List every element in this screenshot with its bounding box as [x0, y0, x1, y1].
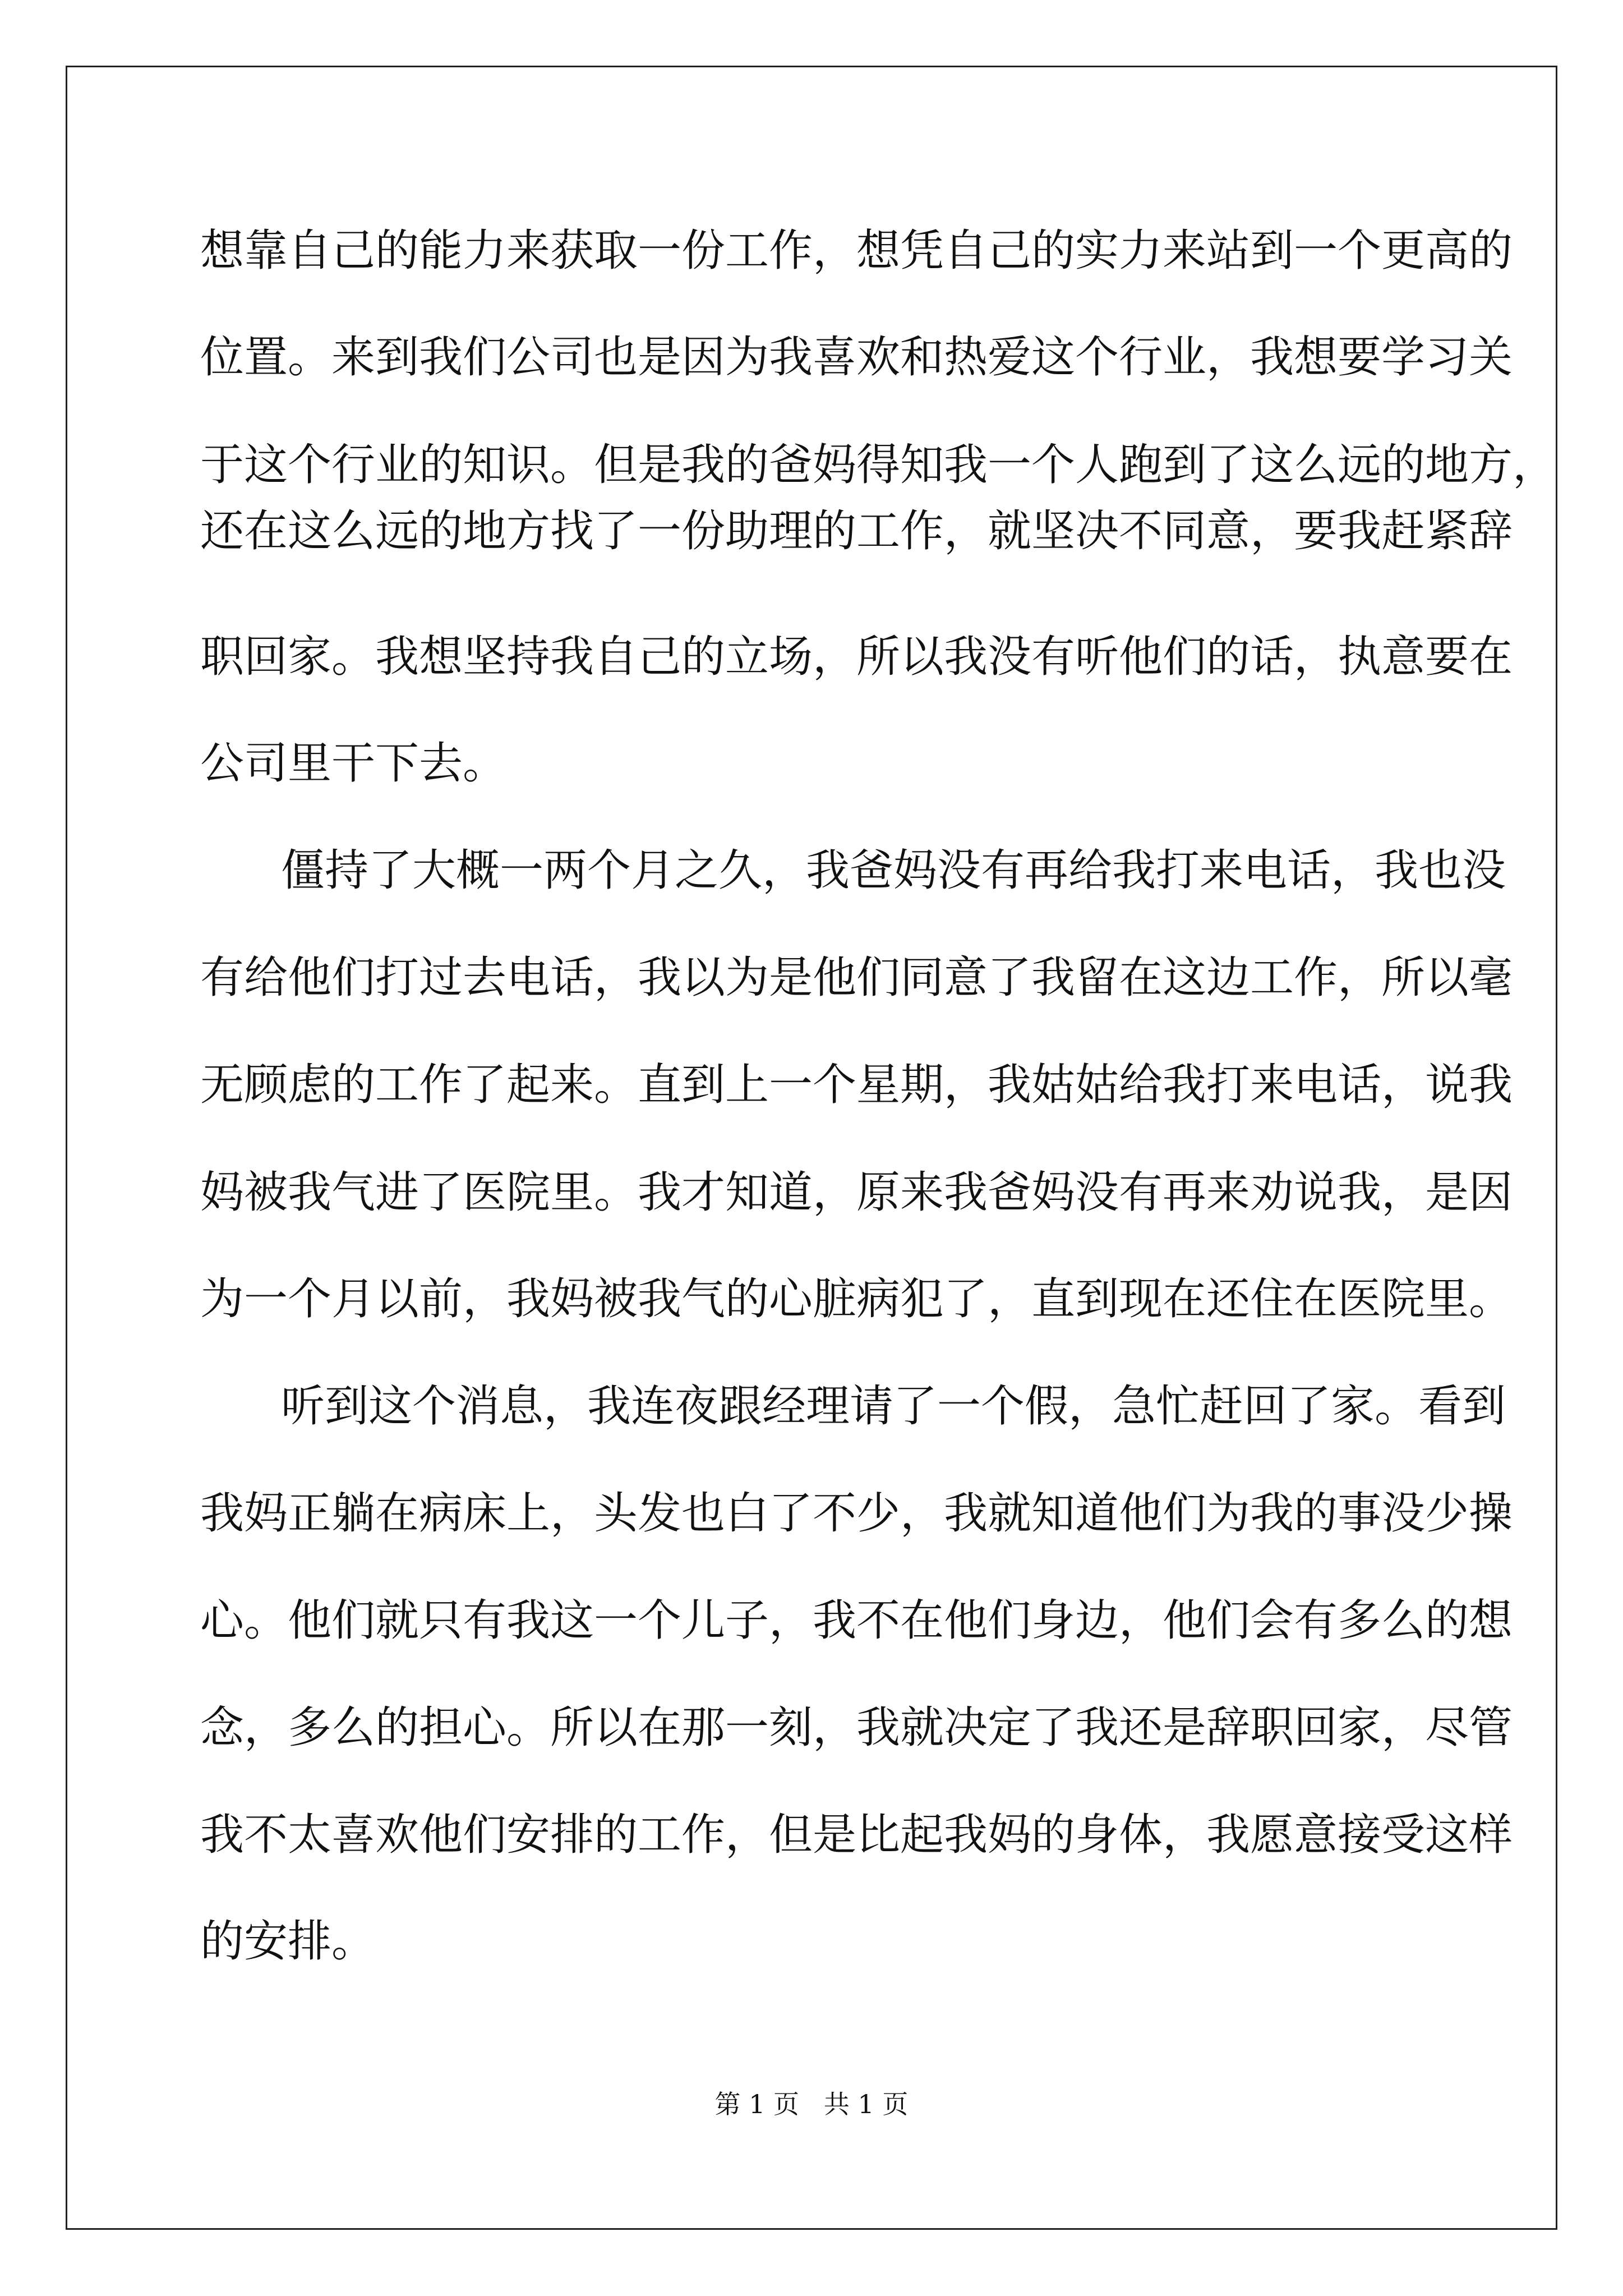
- body-text-line: 职回家。我想坚持我自己的立场，所以我没有听他们的话，执意要在: [200, 632, 1513, 682]
- body-text-line: 于这个行业的知识。但是我的爸妈得知我一个人跑到了这么远的地方，: [200, 440, 1557, 490]
- page-number-footer: 第 1 页 共 1 页: [714, 2089, 909, 2119]
- body-text-line: 公司里干下去。: [200, 738, 507, 789]
- body-text-line: 想靠自己的能力来获取一份工作，想凭自己的实力来站到一个更高的: [200, 226, 1513, 276]
- body-text-line: 我不太喜欢他们安排的工作，但是比起我妈的身体，我愿意接受这样: [200, 1810, 1513, 1860]
- body-text-line: 还在这么远的地方找了一份助理的工作，就坚决不同意，要我赶紧辞: [200, 506, 1513, 556]
- body-text-line: 位置。来到我们公司也是因为我喜欢和热爱这个行业，我想要学习关: [200, 332, 1513, 383]
- paragraph-first-line: 僵持了大概一两个月之久，我爸妈没有再给我打来电话，我也没: [281, 845, 1506, 896]
- body-text-line: 我妈正躺在病床上，头发也白了不少，我就知道他们为我的事没少操: [200, 1488, 1513, 1539]
- body-text-line: 无顾虑的工作了起来。直到上一个星期，我姑姑给我打来电话，说我: [200, 1060, 1513, 1110]
- body-text-line: 为一个月以前，我妈被我气的心脏病犯了，直到现在还住在医院里。: [200, 1274, 1513, 1324]
- paragraph-first-line: 听到这个消息，我连夜跟经理请了一个假，急忙赶回了家。看到: [281, 1381, 1506, 1432]
- body-text-line: 念，多么的担心。所以在那一刻，我就决定了我还是辞职回家，尽管: [200, 1703, 1513, 1753]
- page-border: [66, 66, 1557, 2230]
- body-text-line: 的安排。: [200, 1916, 376, 1967]
- body-text-line: 有给他们打过去电话，我以为是他们同意了我留在这边工作，所以毫: [200, 953, 1513, 1003]
- body-text-line: 心。他们就只有我这一个儿子，我不在他们身边，他们会有多么的想: [200, 1595, 1513, 1646]
- body-text-line: 妈被我气进了医院里。我才知道，原来我爸妈没有再来劝说我，是因: [200, 1167, 1513, 1218]
